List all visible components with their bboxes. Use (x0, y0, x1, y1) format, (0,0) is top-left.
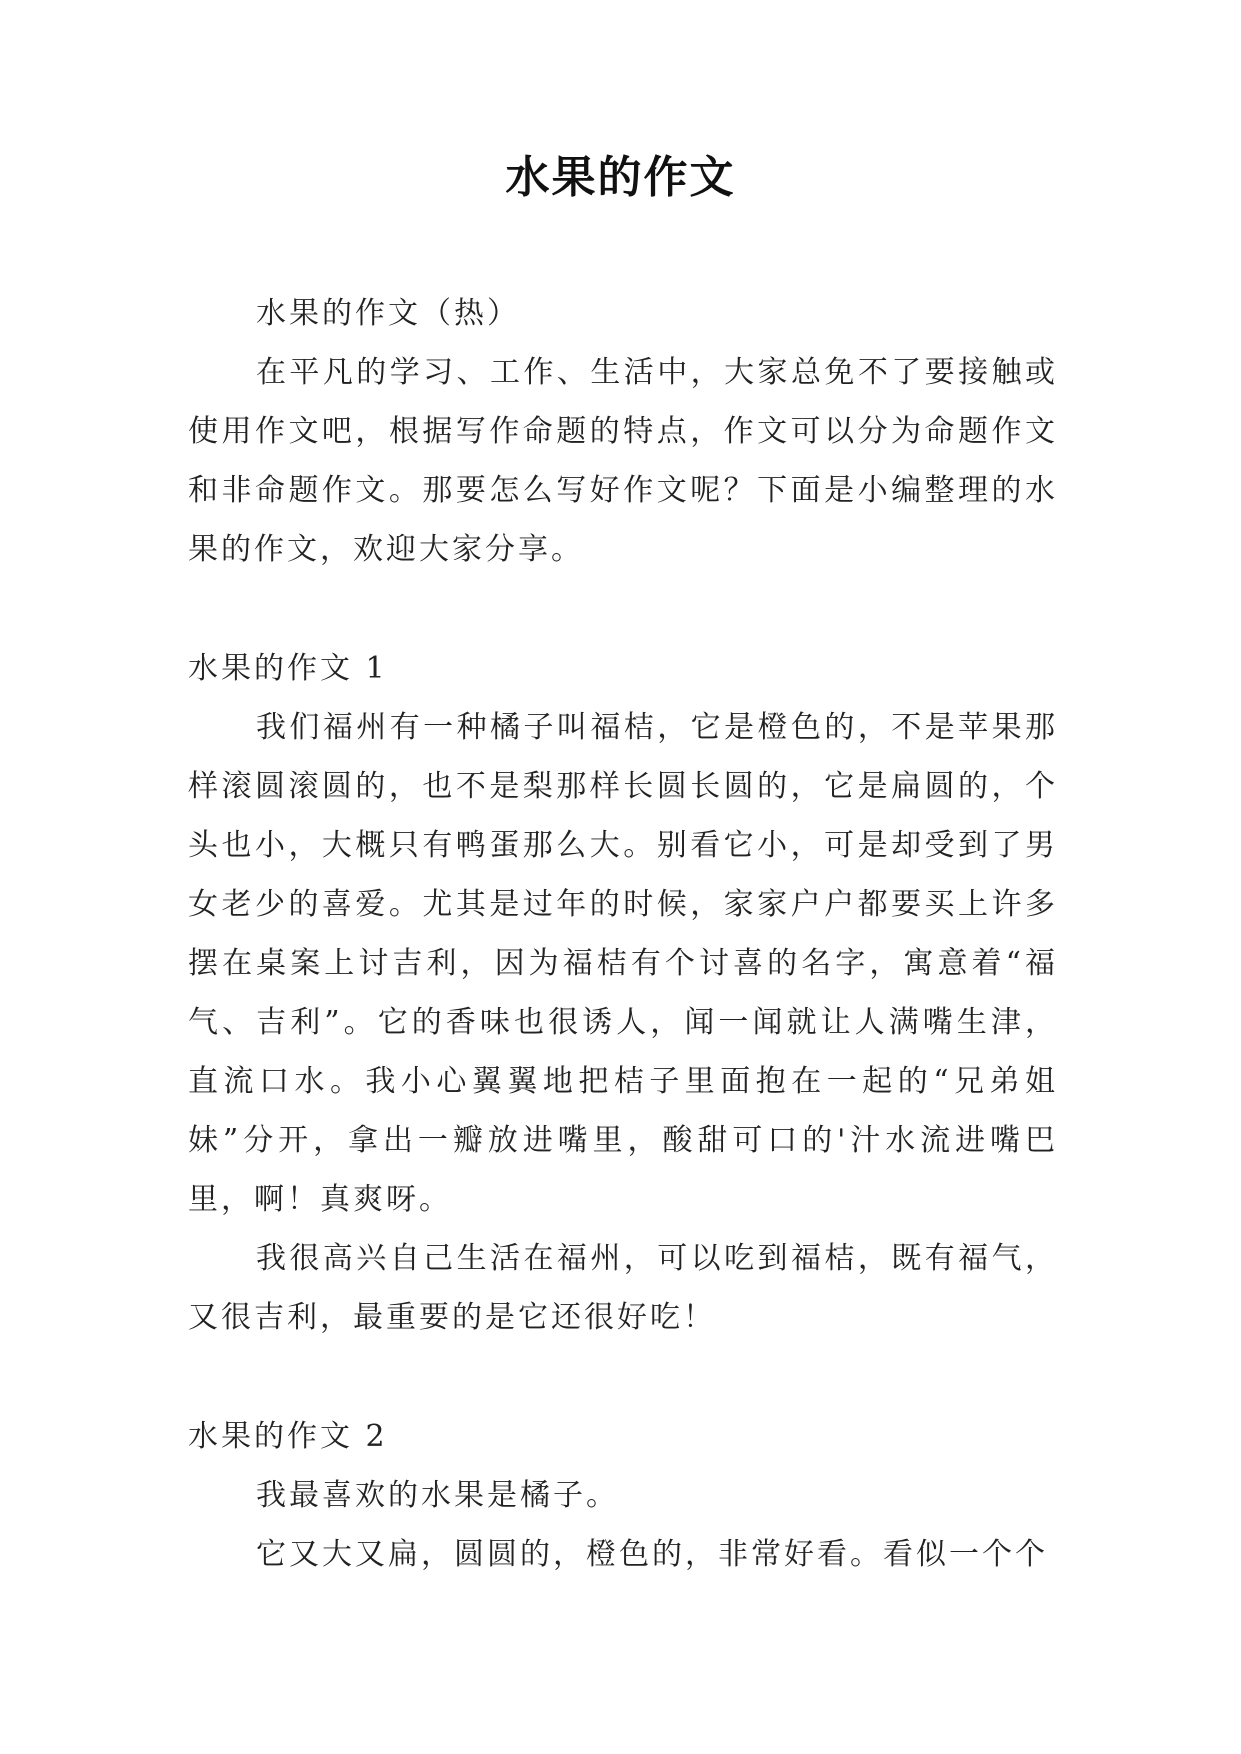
intro-heading: 水果的作文（热） (256, 296, 520, 331)
section-gap (188, 579, 1058, 639)
section-1-paragraph-1: 我们福州有一种橘子叫福桔，它是橙色的，不是苹果那样滚圆滚圆的，也不是梨那样长圆长圆的，它是扁圆的，个头也小，大概只有鸭蛋那么大。别看它小，可是却受到了男女老少的喜爱。尤其是过年的时候，家家户户都要买上许多摆在桌案上讨吉利，因为福桔有个讨喜的名字，寓意着“福气、吉利”。它的香味也很诱人，闻一闻就让人满嘴生津，直流口水。我小心翼翼地把桔子里面抱在一起的“兄弟姐妹”分开，拿出一瓣放进嘴里，酸甜可口的'汁水流进嘴巴里，啊！真爽呀。 (188, 710, 1058, 1217)
intro-paragraph: 在平凡的学习、工作、生活中，大家总免不了要接触或使用作文吧，根据写作命题的特点，作文可以分为命题作文和非命题作文。那要怎么写好作文呢？下面是小编整理的水果的作文，欢迎大家分享。 (188, 355, 1058, 567)
section-2-paragraph-1: 我最喜欢的水果是橘子。 (256, 1478, 619, 1513)
document-title: 水果的作文 (505, 152, 736, 203)
section-heading-1: 水果的作文 1 (188, 651, 388, 686)
section-gap (188, 1347, 1058, 1407)
document-body (188, 284, 1058, 1584)
section-2-paragraph-2: 它又大又扁，圆圆的，橙色的，非常好看。看似一个个 (256, 1537, 1048, 1572)
section-heading-2: 水果的作文 2 (188, 1419, 388, 1454)
section-1-paragraph-2: 我很高兴自己生活在福州，可以吃到福桔，既有福气，又很吉利，最重要的是它还很好吃！ (188, 1241, 1058, 1335)
